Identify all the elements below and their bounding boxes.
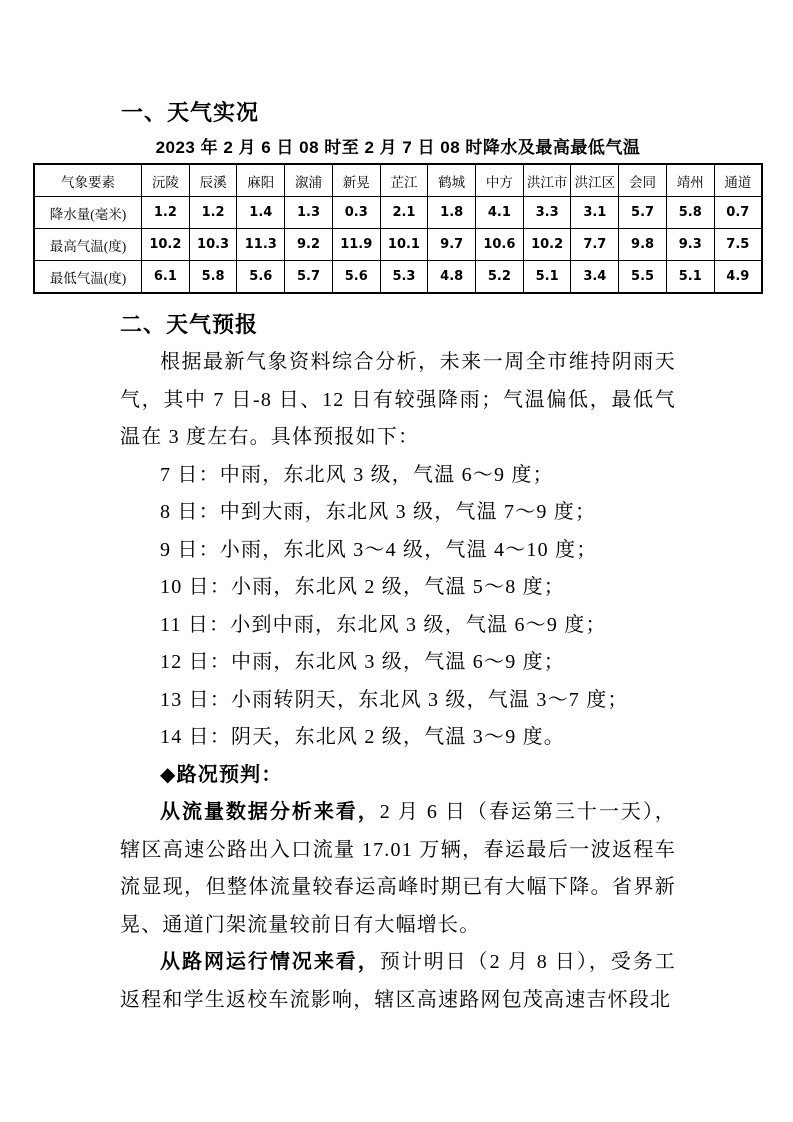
column-header-station: 麻阳: [237, 164, 285, 197]
forecast-line: 9 日：小雨，东北风 3～4 级，气温 4～10 度；: [160, 538, 598, 561]
row-label: 降水量(毫米): [34, 197, 142, 229]
table-cell: 10.1: [380, 229, 428, 261]
table-cell: 9.2: [285, 229, 333, 261]
table-cell: 11.3: [237, 229, 285, 261]
road-paragraph-network: [120, 944, 676, 1019]
weather-table-body: [34, 164, 762, 293]
table-cell: 5.8: [666, 197, 714, 229]
road-paragraph-text: 2 月 6 日（春运第三十一天），辖区高速公路出入口流量 17.01 万辆，春运最后一波返程车流显现，但整体流量较春运高峰时期已有大幅下降。省界新晃、通道门架流量较前日有大幅增长。: [120, 801, 676, 936]
table-cell: 9.8: [619, 229, 667, 261]
table-cell: 1.3: [285, 197, 333, 229]
table-cell: 1.2: [189, 197, 237, 229]
table-cell: 2.1: [380, 197, 428, 229]
forecast-line: 11 日：小到中雨，东北风 3 级，气温 6～9 度；: [160, 613, 607, 636]
table-cell: 5.7: [285, 261, 333, 294]
forecast-line: 12 日：中雨，东北风 3 级，气温 6～9 度；: [160, 651, 565, 673]
table-cell: 5.2: [476, 261, 524, 294]
weather-table-title: 2023 年 2 月 6 日 08 时至 2 月 7 日 08 时降水及最高最低气温: [155, 138, 641, 157]
table-cell: 7.7: [571, 229, 619, 261]
road-paragraph-text: 预计明日（2 月 8 日），受务工返程和学生返校车流影响，辖区高速路网包茂高速吉怀段北: [120, 951, 676, 1011]
column-header-station: 中方: [476, 164, 524, 197]
column-header-station: 辰溪: [189, 164, 237, 197]
table-cell: 10.2: [523, 229, 571, 261]
column-header-station: 靖州: [666, 164, 714, 197]
table-cell: 5.6: [332, 261, 380, 294]
table-cell: 11.9: [332, 229, 380, 261]
table-cell: 1.8: [428, 197, 476, 229]
table-cell: 5.1: [666, 261, 714, 294]
forecast-line: 7 日：中雨，东北风 3 级，气温 6～9 度；: [160, 463, 554, 486]
column-header-station: 洪江市: [523, 164, 571, 197]
table-cell: 7.5: [714, 229, 762, 261]
table-cell: 3.4: [571, 261, 619, 294]
forecast-line: 10 日：小雨，东北风 2 级，气温 5～8 度；: [160, 576, 565, 598]
table-cell: 4.8: [428, 261, 476, 294]
table-cell: 10.2: [142, 229, 190, 261]
table-cell: 0.3: [332, 197, 380, 229]
column-header-station: 鹤城: [428, 164, 476, 197]
table-cell: 1.2: [142, 197, 190, 229]
forecast-line: 13 日：小雨转阴天，东北风 3 级，气温 3～7 度；: [160, 688, 629, 711]
table-cell: 9.3: [666, 229, 714, 261]
table-cell: 6.1: [142, 261, 190, 294]
table-cell: 4.1: [476, 197, 524, 229]
body-text: [120, 306, 676, 1019]
table-cell: 5.3: [380, 261, 428, 294]
column-header-station: 洪江区: [571, 164, 619, 197]
section1-heading: 一、天气实况: [121, 100, 260, 125]
forecast-line: 8 日：中到大雨，东北风 3 级，气温 7～9 度；: [160, 501, 597, 523]
table-header-row: [34, 164, 762, 197]
table-cell: 3.3: [523, 197, 571, 229]
table-cell: 5.1: [523, 261, 571, 294]
table-cell: 10.3: [189, 229, 237, 261]
road-paragraph-lead: 从流量数据分析来看，: [160, 801, 380, 823]
table-cell: 5.7: [619, 197, 667, 229]
table-cell: 5.8: [189, 261, 237, 294]
table-cell: 4.9: [714, 261, 762, 294]
table-cell: 10.6: [476, 229, 524, 261]
table-row: [34, 229, 762, 261]
road-paragraph-lead: 从路网运行情况来看，: [160, 951, 380, 973]
road-paragraph-traffic: [120, 794, 676, 944]
column-header-station: 溆浦: [285, 164, 333, 197]
row-label: 最低气温(度): [34, 261, 142, 294]
table-cell: 0.7: [714, 197, 762, 229]
table-cell: 9.7: [428, 229, 476, 261]
row-label: 最高气温(度): [34, 229, 142, 261]
column-header-station: 芷江: [380, 164, 428, 197]
road-forecast-heading: ◆路况预判：: [160, 763, 283, 786]
table-cell: 1.4: [237, 197, 285, 229]
weather-table: [33, 163, 763, 294]
column-header-station: 会同: [619, 164, 667, 197]
forecast-line: 14 日：阴天，东北风 2 级，气温 3～9 度。: [160, 726, 565, 748]
table-row: [34, 197, 762, 229]
column-header-station: 沅陵: [142, 164, 190, 197]
forecast-intro-paragraph: 根据最新气象资料综合分析，未来一周全市维持阴雨天气，其中 7 日-8 日、12 日有较强降雨；气温偏低，最低气温在 3 度左右。具体预报如下：: [120, 351, 676, 448]
table-row: [34, 261, 762, 294]
forecast-list: [120, 457, 676, 757]
table-cell: 5.6: [237, 261, 285, 294]
table-cell: 3.1: [571, 197, 619, 229]
table-cell: 5.5: [619, 261, 667, 294]
column-header-station: 新晃: [332, 164, 380, 197]
section2-heading: 二、天气预报: [120, 312, 259, 337]
column-header-station: 通道: [714, 164, 762, 197]
column-header-element: 气象要素: [34, 164, 142, 197]
